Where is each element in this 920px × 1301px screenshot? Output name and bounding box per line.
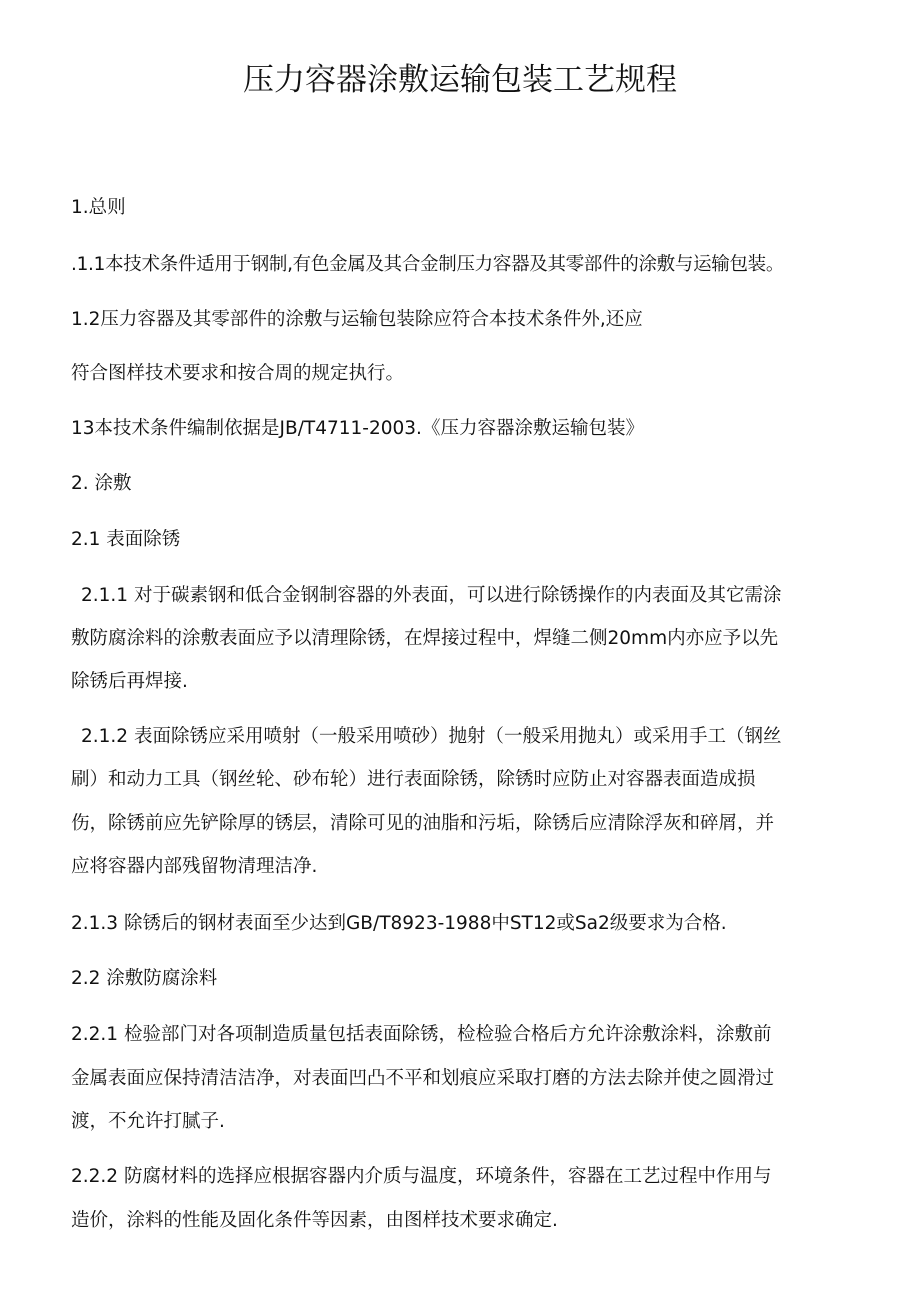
paragraph-line: 应将容器内部残留物清理洁净. [71,856,318,877]
paragraph-line: 造价，涂料的性能及固化条件等因素，由图样技术要求确定. [71,1210,558,1231]
paragraph-line: 2.1.1 对于碳素钢和低合金钢制容器的外表面，可以进行除锈操作的内表面及其它需涂 [81,585,782,606]
paragraph-line: .1.1本技术条件适用于钢制,有色金属及其合金制压力容器及其零部件的涂敷与运输包装。 [71,254,785,275]
paragraph-line: 2.2.2 防腐材料的选择应根据容器内介质与温度，环境条件，容器在工艺过程中作用与 [71,1166,772,1187]
section-heading-coating: 2. 涂敷 [71,473,132,494]
section-heading-general: 1.总则 [71,197,126,218]
paragraph-line: 2.2.1 检验部门对各项制造质量包括表面除锈，检检验合格后方允许涂敷涂料，涂敷前 [71,1024,772,1045]
paragraph-line: 13本技术条件编制依据是JB/T4711-2003.《压力容器涂敷运输包装》 [71,418,644,439]
paragraph-line: 刷）和动力工具（钢丝轮、砂布轮）进行表面除锈，除锈时应防止对容器表面造成损 [71,769,756,790]
paragraph-line: 符合图样技术要求和按合周的规定执行。 [71,363,405,384]
paragraph-line: 除锈后再焊接. [71,671,188,692]
subsection-heading: 2.1 表面除锈 [71,529,181,550]
paragraph-line: 1.2压力容器及其零部件的涂敷与运输包装除应符合本技术条件外,还应 [71,309,643,330]
paragraph-line: 渡，不允许打腻子. [71,1111,225,1132]
paragraph-line: 敷防腐涂料的涂敷表面应予以清理除锈，在焊接过程中，焊缝二侧20mm内亦应予以先 [71,628,779,649]
paragraph-line: 2.1.2 表面除锈应采用喷射（一般采用喷砂）抛射（一般采用抛丸）或采用手工（钢丝 [81,726,782,747]
document-title: 压力容器涂敷运输包装工艺规程 [243,62,677,98]
paragraph-line: 金属表面应保持清洁洁净，对表面凹凸不平和划痕应采取打磨的方法去除并使之圆滑过 [71,1068,775,1089]
subsection-heading: 2.2 涂敷防腐涂料 [71,968,218,989]
paragraph-line: 2.1.3 除锈后的钢材表面至少达到GB/T8923-1988中ST12或Sa2级要求为合格. [71,913,727,934]
paragraph-line: 伤，除锈前应先铲除厚的锈层，清除可见的油脂和污垢，除锈后应清除浮灰和碎屑，并 [71,813,775,834]
